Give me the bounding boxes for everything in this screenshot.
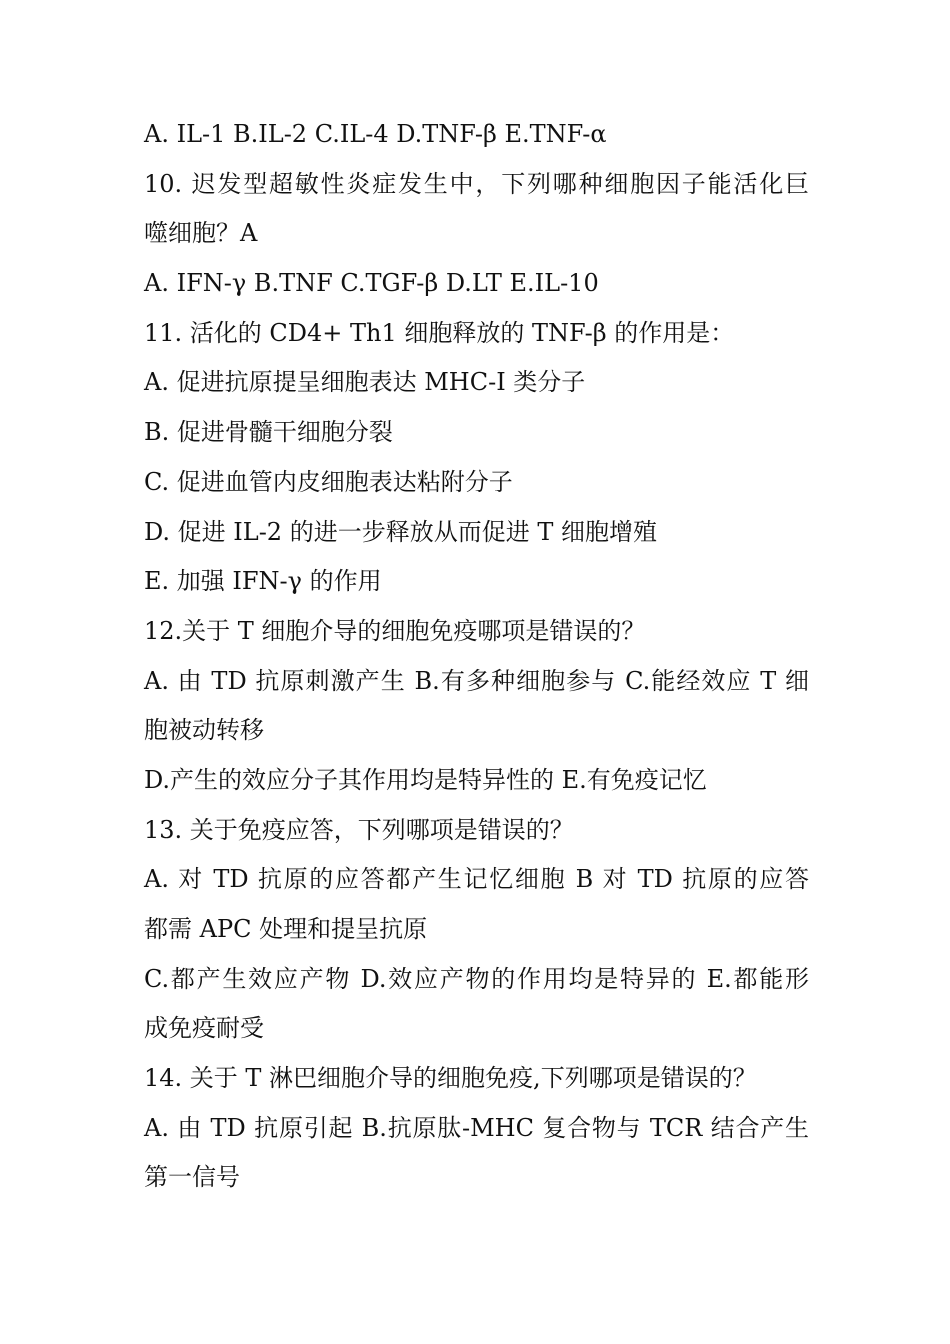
q10-question-line-2: 噬细胞？A [144,219,258,248]
q12-question: 12.关于 T 细胞介导的细胞免疫哪项是错误的？ [144,616,646,645]
q10-question-line-1: 10. 迟发型超敏性炎症发生中，下列哪种细胞因子能活化巨 [144,169,809,198]
q11-option-b: B. 促进骨髓干细胞分裂 [144,418,393,447]
q11-option-c: C. 促进血管内皮细胞表达粘附分子 [144,467,513,496]
q13-options-line-1: A. 对 TD 抗原的应答都产生记忆细胞 B 对 TD 抗原的应答 [144,865,809,894]
q14-options-line-2: 第一信号 [144,1163,240,1192]
q14-options-line-1: A. 由 TD 抗原引起 B.抗原肽-MHC 复合物与 TCR 结合产生 [144,1113,809,1142]
q13-question: 13. 关于免疫应答，下列哪项是错误的？ [144,815,574,844]
q12-options-line-2: 胞被动转移 [144,716,264,745]
q13-options-line-2: 都需 APC 处理和提呈抗原 [144,915,428,943]
q9-options: A. IL-1 B.IL-2 C.IL-4 D.TNF-β E.TNF-α [144,120,607,148]
q14-question: 14. 关于 T 淋巴细胞介导的细胞免疫,下列哪项是错误的？ [144,1064,757,1093]
q11-option-d: D. 促进 IL-2 的进一步释放从而促进 T 细胞增殖 [144,517,657,546]
q10-options: A. IFN-γ B.TNF C.TGF-β D.LT E.IL-10 [144,269,599,298]
q12-options-line-1: A. 由 TD 抗原刺激产生 B.有多种细胞参与 C.能经效应 T 细 [144,666,809,695]
q11-question: 11. 活化的 CD4+ Th1 细胞释放的 TNF-β 的作用是： [144,318,735,347]
q11-option-a: A. 促进抗原提呈细胞表达 MHC-I 类分子 [144,368,586,397]
q13-options-line-3: C.都产生效应产物 D.效应产物的作用均是特异的 E.都能形 [144,964,809,993]
document-body [144,110,809,1203]
q12-options-line-3: D.产生的效应分子其作用均是特异性的 E.有免疫记忆 [144,765,707,794]
q13-options-line-4: 成免疫耐受 [144,1014,264,1043]
q11-option-e: E. 加强 IFN-γ 的作用 [144,567,382,596]
